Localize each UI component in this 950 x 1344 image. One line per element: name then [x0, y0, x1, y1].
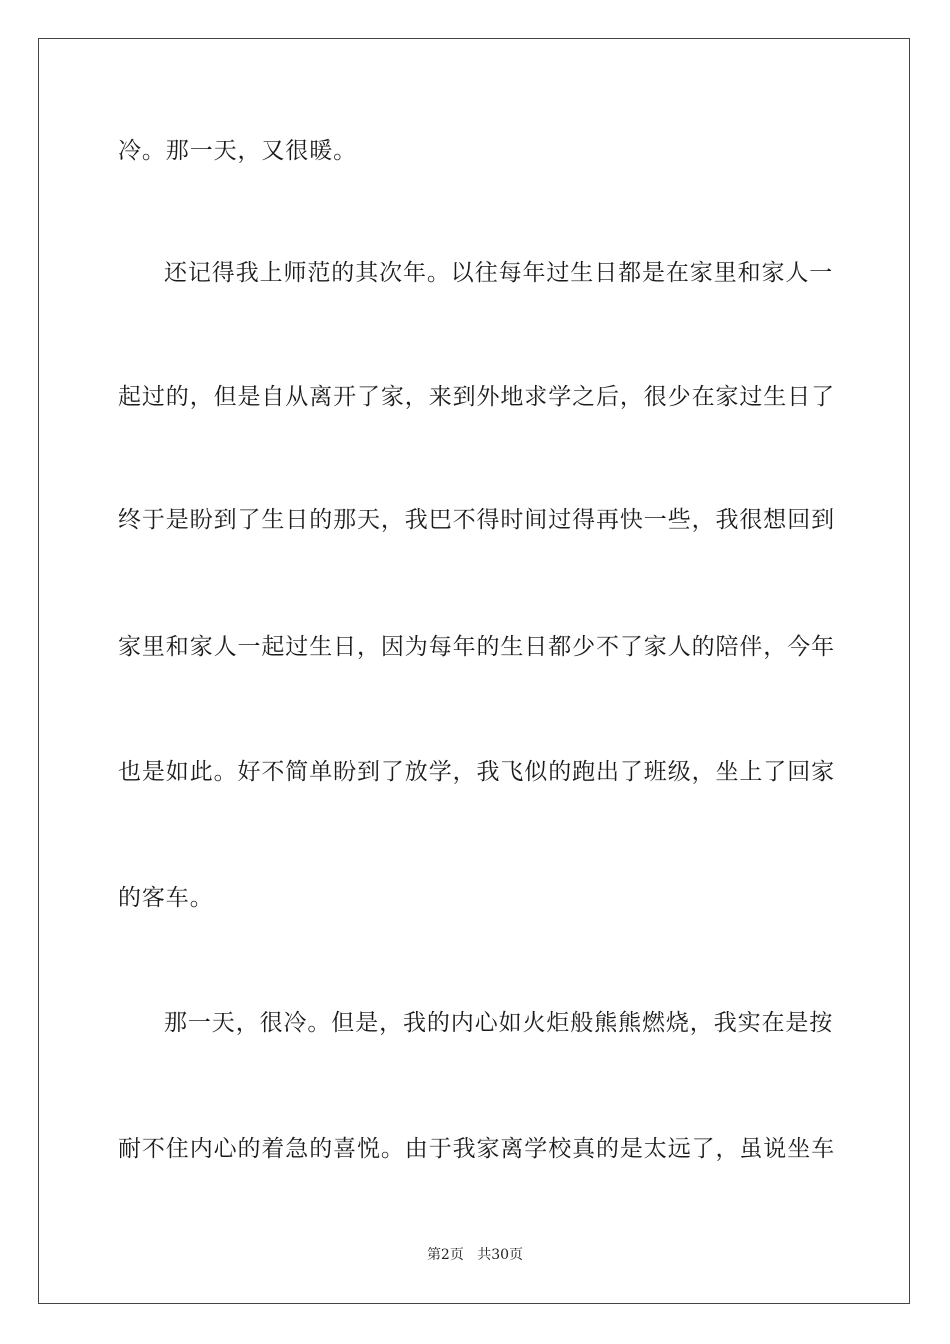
text-line: 耐不住内心的着急的喜悦。由于我家离学校真的是太远了，虽说坐车: [118, 1136, 835, 1162]
text-line: 家里和家人一起过生日，因为每年的生日都少不了家人的陪伴，今年: [118, 634, 835, 660]
paragraph-start-line: 那一天，很冷。但是，我的内心如火炬般熊熊燃烧，我实在是按: [164, 1010, 834, 1036]
text-line: 终于是盼到了生日的那天，我巴不得时间过得再快一些，我很想回到: [118, 507, 835, 533]
page-footer: [0, 1246, 950, 1264]
text-line: 也是如此。好不简单盼到了放学，我飞似的跑出了班级，坐上了回家: [118, 759, 835, 785]
paragraph-start-line: 还记得我上师范的其次年。以往每年过生日都是在家里和家人一: [164, 260, 834, 286]
text-line: 起过的，但是自从离开了家，来到外地求学之后，很少在家过生日了: [118, 384, 835, 410]
text-line: 冷。那一天，又很暖。: [118, 138, 357, 164]
page-total: 共30页: [477, 1247, 524, 1263]
page-number: 第2页: [426, 1247, 464, 1263]
page-border: [38, 38, 910, 1304]
text-line: 的客车。: [118, 885, 214, 911]
